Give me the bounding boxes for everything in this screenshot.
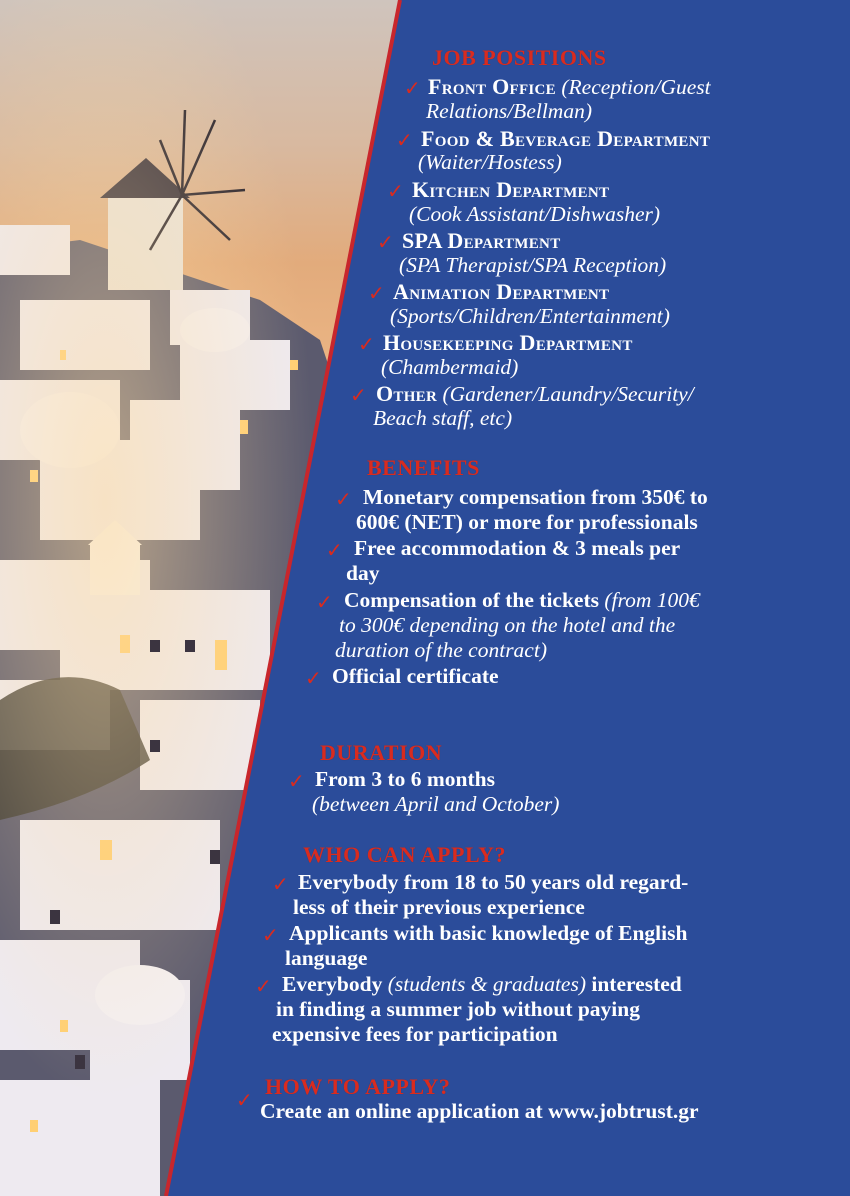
eligibility-english-2: language [285, 946, 368, 970]
eligibility-students-a: Everybody [282, 972, 383, 996]
check-icon: ✓ [350, 383, 367, 407]
benefit-tickets-3: duration of the contract) [335, 638, 547, 662]
benefit-accommodation: Free accommodation & 3 meals per [354, 536, 681, 560]
check-icon: ✓ [396, 128, 413, 152]
benefit-compensation-2: 600€ (NET) or more for professionals [356, 510, 698, 534]
check-icon: ✓ [316, 590, 333, 614]
job-housekeeping-detail: (Chambermaid) [381, 355, 519, 379]
job-kitchen [412, 177, 609, 203]
job-detail: (Gardener/Laundry/Security/ [442, 382, 694, 406]
check-icon: ✓ [387, 179, 404, 203]
eligibility-age-2: less of their previous experience [293, 895, 585, 919]
check-icon: ✓ [305, 666, 322, 690]
check-icon: ✓ [288, 769, 305, 793]
check-icon: ✓ [404, 76, 421, 100]
job-kitchen-detail: (Cook Assistant/Dishwasher) [409, 202, 661, 226]
check-icon: ✓ [236, 1088, 253, 1112]
job-detail: (Reception/Guest [561, 75, 711, 99]
eligibility-students-c: interested [591, 972, 682, 996]
how-to-apply-text: Create an online application at www.jobtrust.gr [260, 1099, 699, 1123]
eligibility-english: Applicants with basic knowledge of English [289, 921, 688, 945]
job-animation-detail: (Sports/Children/Entertainment) [390, 304, 670, 328]
job-housekeeping [383, 330, 633, 356]
job-spa [402, 228, 561, 254]
check-icon: ✓ [262, 923, 279, 947]
job-name: Kitchen Department [412, 177, 610, 202]
benefits-heading: BENEFITS [367, 455, 480, 480]
job-front-office-detail: Relations/Bellman) [426, 99, 592, 123]
duration-months: From 3 to 6 months [315, 767, 495, 791]
duration-period: (between April and October) [312, 792, 560, 816]
job-name: Other [376, 381, 438, 406]
job-food-beverage [421, 126, 710, 152]
job-positions-heading: JOB POSITIONS [432, 45, 607, 70]
benefit-tickets-label: Compensation of the tickets [344, 588, 599, 612]
who-can-apply-heading: WHO CAN APPLY? [303, 842, 506, 867]
check-icon: ✓ [272, 872, 289, 896]
job-name: SPA Department [402, 228, 561, 253]
job-name: Food & Beverage Department [421, 126, 711, 151]
job-name: Housekeeping Department [383, 330, 633, 355]
job-name: Front Office [428, 74, 556, 99]
check-icon: ✓ [368, 281, 385, 305]
check-icon: ✓ [335, 487, 352, 511]
eligibility-age: Everybody from 18 to 50 years old regard- [298, 870, 689, 894]
how-to-apply-heading: HOW TO APPLY? [265, 1074, 451, 1099]
benefit-accommodation-2: day [346, 561, 380, 585]
check-icon: ✓ [358, 332, 375, 356]
job-food-beverage-detail: (Waiter/Hostess) [418, 150, 562, 174]
duration-heading: DURATION [320, 740, 443, 765]
eligibility-students [282, 972, 682, 997]
eligibility-students-3: expensive fees for participation [272, 1022, 558, 1046]
eligibility-students-b: (students & graduates) [387, 972, 586, 996]
benefit-tickets-range: (from 100€ [604, 588, 700, 612]
check-icon: ✓ [377, 230, 394, 254]
job-other [376, 381, 694, 407]
check-icon: ✓ [326, 538, 343, 562]
benefit-tickets-2: to 300€ depending on the hotel and the [339, 613, 676, 637]
job-other-detail: Beach staff, etc) [373, 406, 513, 430]
check-icon: ✓ [255, 974, 272, 998]
benefit-compensation: Monetary compensation from 350€ to [363, 485, 708, 509]
eligibility-students-2: in finding a summer job without paying [276, 997, 640, 1021]
job-front-office [428, 74, 711, 100]
job-name: Animation Department [393, 279, 610, 304]
benefit-tickets [344, 588, 700, 613]
benefit-certificate: Official certificate [332, 664, 499, 688]
job-spa-detail: (SPA Therapist/SPA Reception) [399, 253, 667, 277]
job-animation [393, 279, 609, 305]
